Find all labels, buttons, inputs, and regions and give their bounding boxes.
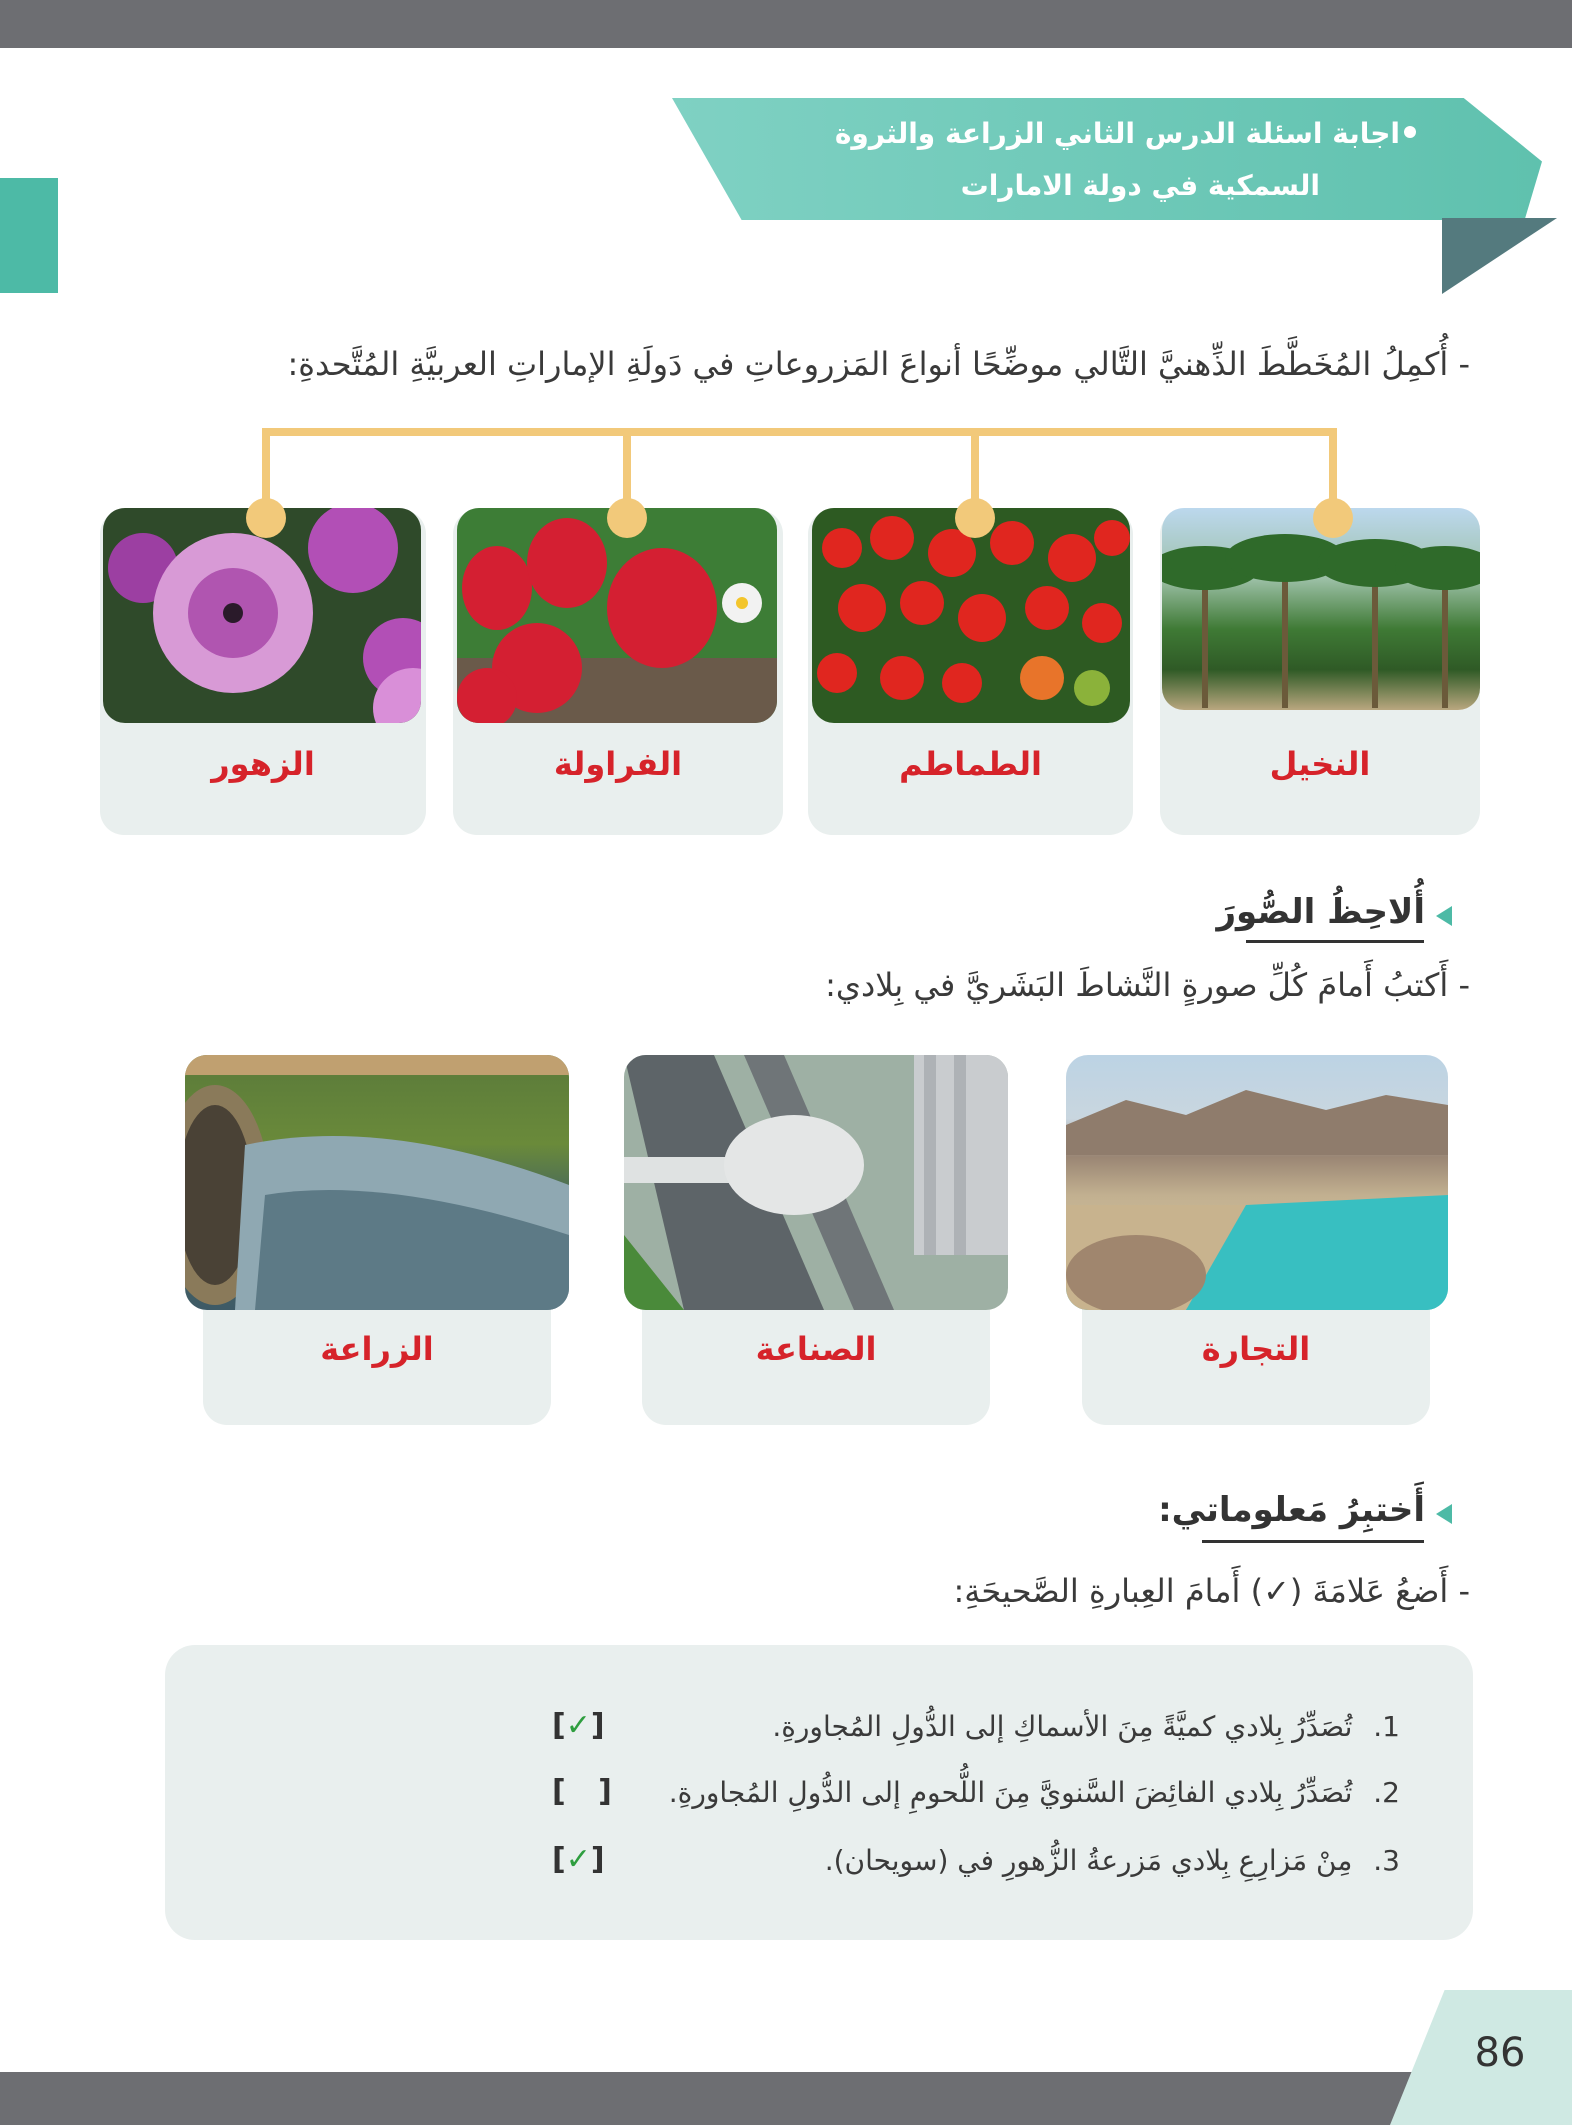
bracket-close: ] [590,1708,605,1743]
question-3 [640,1844,1400,1877]
city-highway-icon [624,1055,1008,1310]
question-text: تُصَدِّرُ بِلادي الفائِضَ السَّنويَّ مِنَ اللُّحومِ إلى الدُّولِ المُجاورةِ. [668,1776,1353,1809]
bracket-close: ] [598,1774,612,1809]
connector-dot-3 [607,498,647,538]
connector-dot-1 [1313,498,1353,538]
beach-photo [1066,1055,1448,1310]
palm-trees-photo [1162,508,1480,710]
activity-label-trade: التجارة [1201,1330,1311,1368]
left-accent-bar [0,178,58,293]
bullet-icon [1404,126,1416,138]
mindmap-instruction: - أُكمِلُ المُخَطَّطَ الذِّهنيَّ التَّالي موضِّحًا أنواعَ المَزروعاتِ في دَولَةِ الإماراتِ العربيَّةِ المُتَّحدةِ: [287,345,1470,383]
crop-label-tomatoes: الطماطم [899,745,1042,783]
question-2 [640,1776,1400,1809]
crop-label-flowers: الزهور [211,745,315,783]
water-pipe-icon [185,1055,569,1310]
connector-dot-2 [955,498,995,538]
banner-title-line2: السمكية في دولة الامارات [960,169,1320,202]
flowers-icon [103,508,421,723]
mindmap-connector-horizontal [262,428,1334,436]
strawberries-icon [457,508,777,723]
top-bar [0,0,1572,48]
page-number: 86 [1474,2030,1526,2076]
answer-box-2[interactable] [552,1774,612,1809]
answer-box-3[interactable] [552,1842,612,1877]
beach-icon [1066,1055,1448,1310]
question-text: تُصَدِّرُ بِلادي كميَّةً مِنَ الأسماكِ إلى الدُّولِ المُجاورةِ. [772,1710,1353,1743]
crop-label-strawberries: الفراولة [553,745,683,783]
bracket-open: [ [552,1842,566,1877]
palm-trees-icon [1162,508,1480,710]
bracket-open: [ [552,1708,566,1743]
crop-label-palms: النخيل [1269,745,1371,783]
activity-label-industry: الصناعة [755,1330,877,1368]
banner-fold [1442,218,1557,294]
water-pipe-photo [185,1055,569,1310]
flowers-photo [103,508,421,723]
checkmark-icon: ✓ [565,1708,591,1743]
tomatoes-icon [812,508,1130,723]
question-1 [640,1710,1400,1743]
tomatoes-photo [812,508,1130,723]
banner-title [760,108,1400,212]
observe-heading-underline [1246,940,1424,943]
activity-instruction: - أَكتبُ أَمامَ كُلِّ صورةٍ النَّشاطَ البَشَريَّ في بِلادي: [825,966,1470,1004]
checkmark-icon: ✓ [565,1842,591,1877]
connector-dot-4 [246,498,286,538]
activity-label-agriculture: الزراعة [320,1330,434,1368]
checkmark-instruction: - أَضعُ عَلامَةَ (✓) أَمامَ العِبارةِ الصَّحيحَةِ: [953,1572,1470,1610]
question-number: 1. [1373,1710,1400,1743]
heading-arrow-icon [1436,906,1452,926]
test-heading-underline [1202,1540,1424,1543]
city-highway-photo [624,1055,1008,1310]
footer-bar [0,2072,1420,2125]
test-heading: أَختبِرُ مَعلوماتي: [1158,1490,1425,1530]
heading-arrow-icon-2 [1436,1504,1452,1524]
question-number: 2. [1373,1776,1400,1809]
question-number: 3. [1373,1844,1400,1877]
strawberries-photo [457,508,777,723]
bracket-close: ] [590,1842,605,1877]
observe-heading: أُلاحِظُ الصُّورَ [1216,892,1425,932]
bracket-open: [ [552,1774,566,1809]
banner-title-line1: اجابة اسئلة الدرس الثاني الزراعة والثروة [834,117,1400,150]
question-text: مِنْ مَزارِعِ بِلادي مَزرعةُ الزُّهورِ في (سويحان). [824,1844,1353,1877]
answer-box-1[interactable] [552,1708,612,1743]
